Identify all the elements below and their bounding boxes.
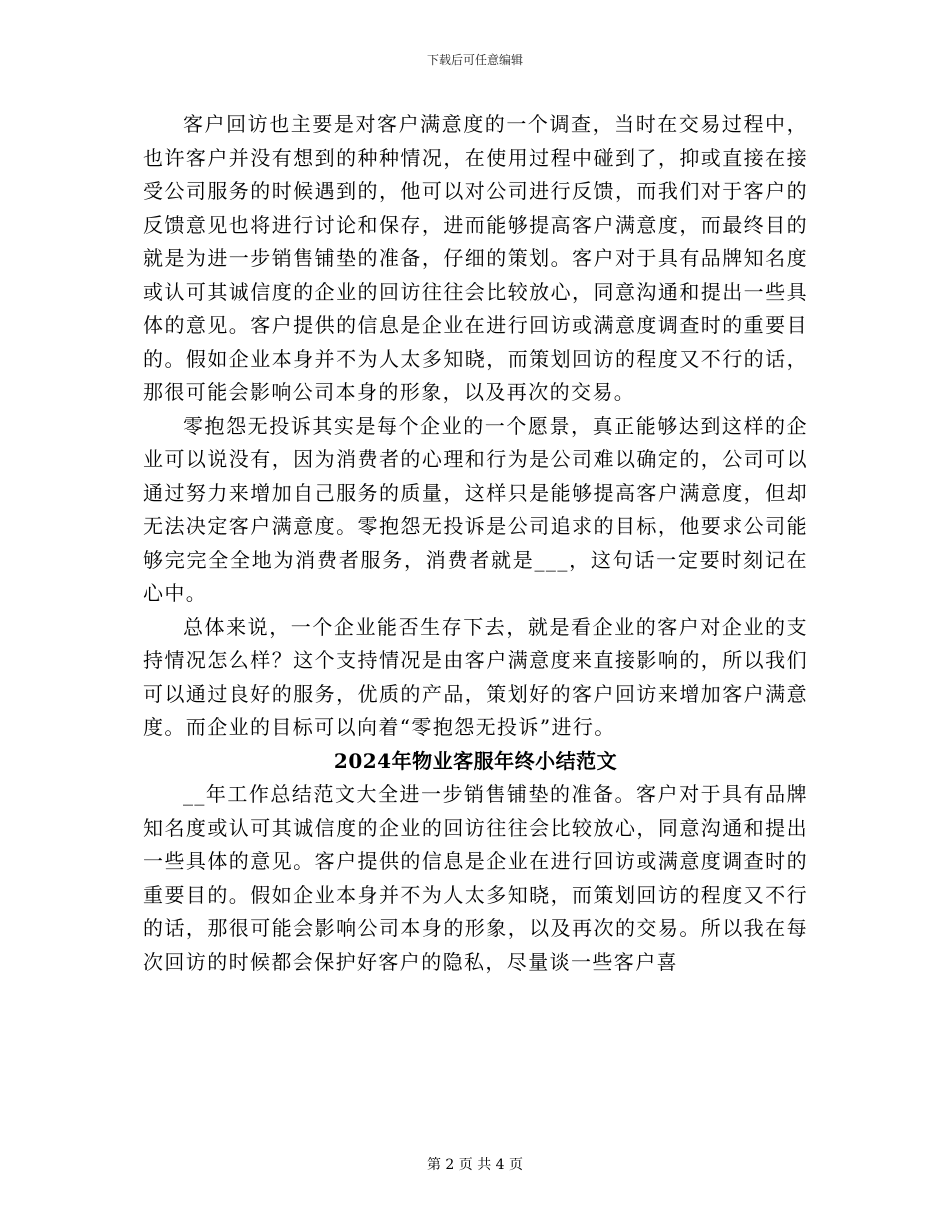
body-paragraph: __年工作总结范文大全进一步销售铺垫的准备。客户对于具有品牌知名度或认可其诚信度的企业的回访往往会比较放心，同意沟通和提出一些具体的意见。客户提供的信息是企业在进行回访或满意度调查时的重要目的。假如企业本身并不为人太多知晓，而策划回访的程度又不行的话，那很可能会影响公司本身的形象，以及再次的交易。所以我在每次回访的时候都会保护好客户的隐私，尽量谈一些客户喜 xyxy=(143,782,808,974)
body-paragraph: 零抱怨无投诉其实是每个企业的一个愿景，真正能够达到这样的企业可以说没有，因为消费者的心理和行为是公司难以确定的，公司可以通过努力来增加自己服务的质量，这样只是能够提高客户满意度，但却无法决定客户满意度。零抱怨无投诉是公司追求的目标，他要求公司能够完完全全地为消费者服务，消费者就是___，这句话一定要时刻记在心中。 xyxy=(143,413,808,605)
section-title: 2024年物业客服年终小结范文 xyxy=(333,748,618,773)
body-paragraph: 总体来说，一个企业能否生存下去，就是看企业的客户对企业的支持情况怎么样？这个支持情况是由客户满意度来直接影响的，所以我们可以通过良好的服务，优质的产品，策划好的客户回访来增加客户满意度。而企业的目标可以向着“零抱怨无投诉”进行。 xyxy=(143,614,808,739)
body-paragraph: 客户回访也主要是对客户满意度的一个调查，当时在交易过程中，也许客户并没有想到的种种情况，在使用过程中碰到了，抑或直接在接受公司服务的时候遇到的，他可以对公司进行反馈，而我们对于客户的反馈意见也将进行讨论和保存，进而能够提高客户满意度，而最终目的就是为进一步销售铺垫的准备，仔细的策划。客户对于具有品牌知名度或认可其诚信度的企业的回访往往会比较放心，同意沟通和提出一些具体的意见。客户提供的信息是企业在进行回访或满意度调查时的重要目的。假如企业本身并不为人太多知晓，而策划回访的程度又不行的话，那很可能会影响公司本身的形象，以及再次的交易。 xyxy=(143,112,808,404)
page-header-note: 下载后可任意编辑 xyxy=(426,53,523,67)
document-body xyxy=(143,108,808,979)
page-footer-indicator: 第 2 页 共 4 页 xyxy=(426,1157,524,1173)
